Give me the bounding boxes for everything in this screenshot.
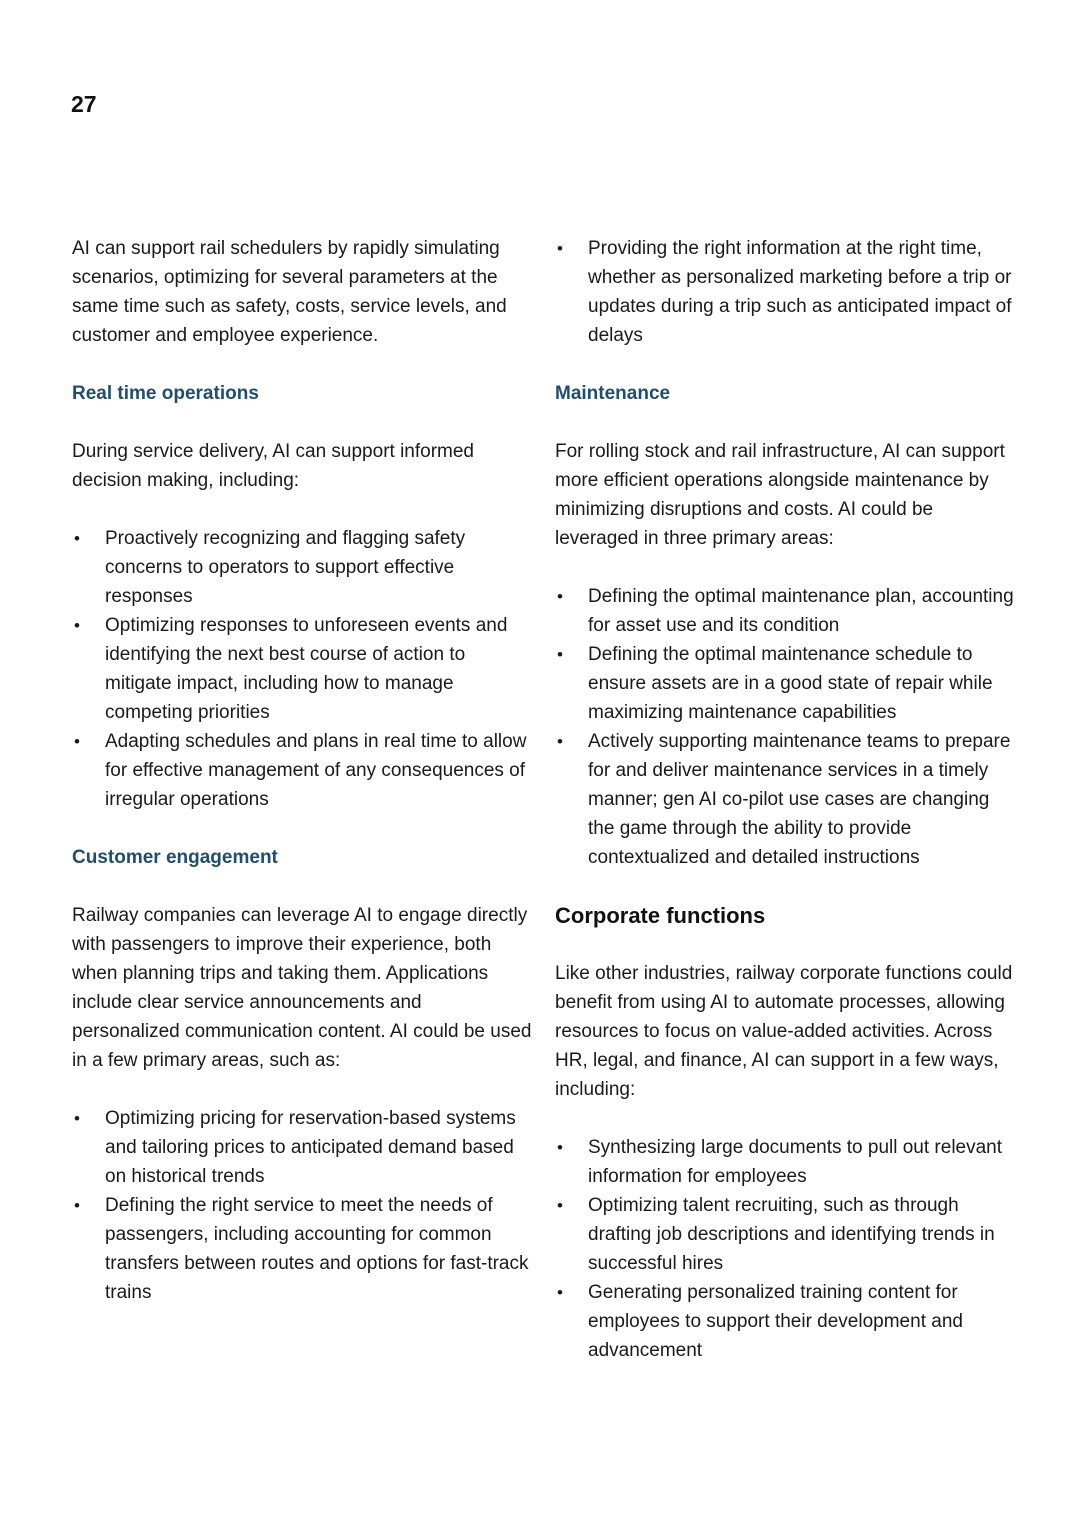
real-time-operations-body	[72, 437, 534, 495]
bullet-icon: •	[557, 1283, 563, 1302]
list-item	[72, 524, 534, 611]
list-item-text: Generating personalized training content for employees to support their development and advancement	[588, 1282, 963, 1361]
real-time-operations-list	[72, 524, 534, 814]
customer-engagement-body	[72, 901, 534, 1075]
left-column	[72, 234, 534, 1307]
list-item-text: Optimizing talent recruiting, such as through drafting job descriptions and identifying trends in successful hires	[588, 1195, 995, 1274]
list-item	[555, 582, 1017, 640]
bullet-icon: •	[557, 239, 563, 258]
maintenance-heading: Maintenance	[555, 383, 671, 404]
corporate-functions-heading: Corporate functions	[555, 903, 766, 928]
bullet-icon: •	[74, 1109, 80, 1128]
list-item-text: Optimizing pricing for reservation-based systems and tailoring prices to anticipated demand based on historical trends	[105, 1108, 516, 1187]
corporate-functions-body	[555, 959, 1017, 1104]
bullet-icon: •	[557, 645, 563, 664]
maintenance-list	[555, 582, 1017, 872]
list-item-text: Defining the optimal maintenance schedule to ensure assets are in a good state of repair while maximizing maintenance capabilities	[588, 644, 993, 723]
bullet-icon: •	[557, 732, 563, 751]
real-time-operations-text: During service delivery, AI can support informed decision making, including:	[72, 441, 474, 491]
list-item-text: Defining the right service to meet the needs of passengers, including accounting for common transfers between routes and options for fast-track trains	[105, 1195, 529, 1303]
customer-engagement-text: Railway companies can leverage AI to engage directly with passengers to improve their experience, both when planning trips and taking them. Applications include clear service announcements and personalized communication content. AI could be used in a few primary areas, such as:	[72, 905, 532, 1071]
list-item	[72, 727, 534, 814]
bullet-icon: •	[74, 732, 80, 751]
list-item-text: Actively supporting maintenance teams to prepare for and deliver maintenance services in a timely manner; gen AI co-pilot use cases are changing the game through the ability to provide contextualized and detailed instructions	[588, 731, 1011, 868]
bullet-icon: •	[557, 587, 563, 606]
list-item	[72, 611, 534, 727]
bullet-icon: •	[74, 1196, 80, 1215]
right-column	[555, 234, 1017, 1365]
continued-list	[555, 234, 1017, 350]
list-item-text: Adapting schedules and plans in real time to allow for effective management of any consequences of irregular operations	[105, 731, 527, 810]
real-time-operations-heading: Real time operations	[72, 383, 259, 404]
page-number: 27	[71, 91, 97, 117]
corporate-functions-list	[555, 1133, 1017, 1365]
bullet-icon: •	[74, 616, 80, 635]
corporate-functions-text: Like other industries, railway corporate functions could benefit from using AI to automate processes, allowing resources to focus on value-added activities. Across HR, legal, and finance, AI can support in a few ways, including:	[555, 963, 1013, 1100]
list-item-text: Defining the optimal maintenance plan, accounting for asset use and its condition	[588, 586, 1014, 636]
list-item	[72, 1191, 534, 1307]
intro-paragraph	[72, 234, 534, 350]
list-item	[72, 1104, 534, 1191]
customer-engagement-list	[72, 1104, 534, 1307]
list-item	[555, 1133, 1017, 1191]
list-item	[555, 1278, 1017, 1365]
list-item	[555, 1191, 1017, 1278]
list-item	[555, 727, 1017, 872]
maintenance-body	[555, 437, 1017, 553]
list-item	[555, 234, 1017, 350]
bullet-icon: •	[557, 1138, 563, 1157]
bullet-icon: •	[557, 1196, 563, 1215]
customer-engagement-heading: Customer engagement	[72, 847, 278, 868]
list-item	[555, 640, 1017, 727]
bullet-icon: •	[74, 529, 80, 548]
list-item-text: Optimizing responses to unforeseen events and identifying the next best course of action to mitigate impact, including how to manage competing priorities	[105, 615, 508, 723]
list-item-text: Providing the right information at the right time, whether as personalized marketing before a trip or updates during a trip such as anticipated impact of delays	[588, 238, 1012, 346]
list-item-text: Synthesizing large documents to pull out relevant information for employees	[588, 1137, 1003, 1187]
list-item-text: Proactively recognizing and flagging safety concerns to operators to support effective responses	[105, 528, 466, 607]
maintenance-text: For rolling stock and rail infrastructure, AI can support more efficient operations alongside maintenance by minimizing disruptions and costs. AI could be leveraged in three primary areas:	[555, 441, 1005, 549]
intro-text: AI can support rail schedulers by rapidly simulating scenarios, optimizing for several parameters at the same time such as safety, costs, service levels, and customer and employee experience.	[72, 238, 507, 346]
